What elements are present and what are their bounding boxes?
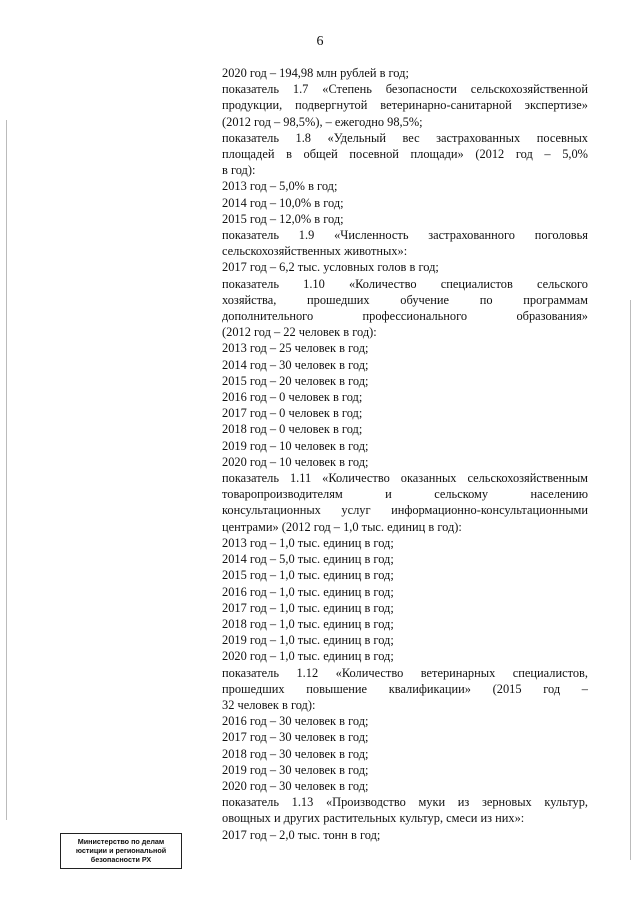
text-line: показатель 1.8 «Удельный вес застрахованных посевных <box>222 130 588 145</box>
text-line: площадей в общей посевной площади» (2012 год – 5,0% <box>222 147 588 162</box>
text-line: (2012 год – 98,5%), – ежегодно 98,5%; <box>222 114 423 129</box>
text-line: показатель 1.12 «Количество ветеринарных специалистов, <box>222 665 588 680</box>
text-line: 32 человек в год): <box>222 697 316 712</box>
scan-edge-left <box>6 120 7 820</box>
stamp-line: Министерство по делам <box>77 837 165 846</box>
text-line: овощных и других растительных культур, смеси из них»: <box>222 811 525 826</box>
text-line: сельскохозяйственных животных»: <box>222 244 408 259</box>
stamp-line: юстиции и региональной <box>75 846 167 855</box>
text-line: 2013 год – 5,0% в год; <box>222 179 338 194</box>
text-line: 2016 год – 30 человек в год; <box>222 714 369 729</box>
text-line: 2015 год – 20 человек в год; <box>222 373 369 388</box>
document-body <box>222 65 588 843</box>
text-line: товаропроизводителям и сельскому населению <box>222 487 588 502</box>
text-line: 2013 год – 1,0 тыс. единиц в год; <box>222 535 394 550</box>
text-line: 2018 год – 1,0 тыс. единиц в год; <box>222 616 394 631</box>
text-line: 2020 год – 10 человек в год; <box>222 454 369 469</box>
text-line: 2019 год – 10 человек в год; <box>222 438 369 453</box>
text-line: 2014 год – 30 человек в год; <box>222 357 369 372</box>
text-line: дополнительного профессионального образования» <box>222 309 588 324</box>
text-line: 2017 год – 0 человек в год; <box>222 406 363 421</box>
text-line: 2020 год – 1,0 тыс. единиц в год; <box>222 649 394 664</box>
text-line: 2018 год – 0 человек в год; <box>222 422 363 437</box>
text-line: центрами» (2012 год – 1,0 тыс. единиц в год): <box>222 519 462 534</box>
text-line: 2014 год – 5,0 тыс. единиц в год; <box>222 552 394 567</box>
text-line: 2019 год – 30 человек в год; <box>222 762 369 777</box>
scan-edge-right <box>630 300 631 860</box>
text-line: 2018 год – 30 человек в год; <box>222 746 369 761</box>
text-line: 2017 год – 1,0 тыс. единиц в год; <box>222 600 394 615</box>
page-number: 6 <box>316 34 324 49</box>
text-line: в год): <box>222 163 256 178</box>
text-line: 2020 год – 30 человек в год; <box>222 778 369 793</box>
ministry-stamp <box>60 833 182 869</box>
text-line: показатель 1.9 «Численность застрахованного поголовья <box>222 228 588 243</box>
text-line: показатель 1.11 «Количество оказанных сельскохозяйственным <box>222 471 588 486</box>
text-line: показатель 1.13 «Производство муки из зерновых культур, <box>222 795 588 810</box>
text-line: 2017 год – 30 человек в год; <box>222 730 369 745</box>
text-line: 2016 год – 0 человек в год; <box>222 390 363 405</box>
text-line: (2012 год – 22 человек в год): <box>222 325 377 340</box>
text-line: 2019 год – 1,0 тыс. единиц в год; <box>222 633 394 648</box>
stamp-line: безопасности РХ <box>90 855 152 864</box>
text-line: хозяйства, прошедших обучение по программам <box>222 292 588 307</box>
text-line: 2015 год – 12,0% в год; <box>222 211 344 226</box>
text-line: показатель 1.10 «Количество специалистов сельского <box>222 276 588 291</box>
text-line: 2017 год – 2,0 тыс. тонн в год; <box>222 827 381 842</box>
text-line: 2016 год – 1,0 тыс. единиц в год; <box>222 584 394 599</box>
text-line: консультационных услуг информационно-консультационными <box>222 503 588 518</box>
text-line: 2013 год – 25 человек в год; <box>222 341 369 356</box>
text-line: продукции, подвергнутой ветеринарно-санитарной экспертизе» <box>222 98 588 113</box>
text-line: 2017 год – 6,2 тыс. условных голов в год; <box>222 260 439 275</box>
text-line: 2020 год – 194,98 млн рублей в год; <box>222 66 409 80</box>
text-line: прошедших повышение квалификации» (2015 год – <box>222 681 588 696</box>
text-line: 2015 год – 1,0 тыс. единиц в год; <box>222 568 394 583</box>
text-line: показатель 1.7 «Степень безопасности сельскохозяйственной <box>222 82 588 97</box>
text-line: 2014 год – 10,0% в год; <box>222 195 344 210</box>
